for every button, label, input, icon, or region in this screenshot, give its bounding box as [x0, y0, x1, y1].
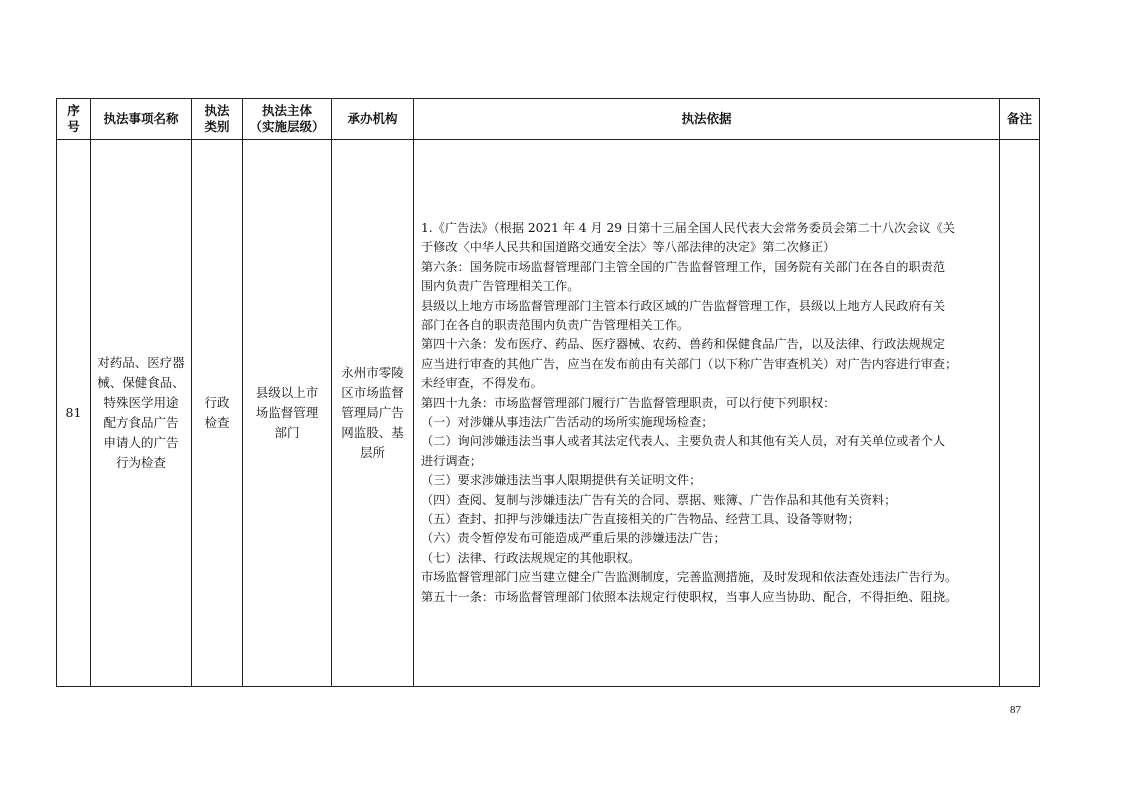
law-basis-line: 第四十六条：发布医疗、药品、医疗器械、农药、兽药和保健食品广告，以及法律、行政法规规定: [421, 337, 946, 352]
law-basis-line: （三）要求涉嫌违法当事人限期提供有关证明文件；: [421, 473, 702, 488]
law-basis-line: 第四十九条：市场监督管理部门履行广告监督管理职责，可以行使下列职权：: [421, 395, 836, 410]
cell-item-name-text: 对药品、医疗器 械、保健食品、 特殊医学用途 配方食品广告 申请人的广告 行为检查: [97, 355, 185, 470]
header-category: 执法 类别: [192, 99, 243, 140]
law-basis-line: 进行调查；: [421, 453, 482, 468]
law-basis-line: （六）责令暂停发布可能造成严重后果的涉嫌违法广告；: [421, 531, 726, 546]
header-subject: 执法主体 （实施层级）: [243, 99, 332, 140]
law-enforcement-table: [56, 98, 1040, 687]
cell-seq: 81: [57, 140, 91, 687]
header-seq: 序 号: [57, 99, 91, 140]
law-basis-line: （一）对涉嫌从事违法广告活动的场所实施现场检查；: [421, 415, 714, 429]
law-basis-line: 县级以上地方市场监督管理部门主管本行政区域的广告监督管理工作，县级以上地方人民政府有关: [421, 298, 946, 313]
law-basis-line: 第六条：国务院市场监督管理部门主管全国的广告监督管理工作，国务院有关部门在各自的职责范: [421, 259, 946, 274]
cell-category: 行政 检查: [192, 140, 243, 687]
table-row: [57, 140, 1040, 687]
header-agency: 承办机构: [332, 99, 414, 140]
law-basis-line: 于修改〈中华人民共和国道路交通安全法〉等八部法律的决定》第二次修正）: [421, 240, 836, 255]
cell-remarks: [1000, 140, 1040, 687]
law-basis-line: 部门在各自的职责范围内负责广告管理相关工作。: [421, 317, 690, 332]
law-basis-line: （二）询问涉嫌违法当事人或者其法定代表人、主要负责人和其他有关人员，对有关单位或者个人: [421, 434, 946, 449]
law-basis-line: 1.《广告法》（根据 2021 年 4 月 29 日第十三届全国人民代表大会常务委员会第二十八次会议《关: [421, 220, 955, 235]
header-row: [57, 99, 1040, 140]
law-basis-line: （七）法律、行政法规规定的其他职权。: [421, 550, 641, 565]
cell-subject: 县级以上市 场监督管理 部门: [243, 140, 332, 687]
header-basis: 执法依据: [414, 99, 1000, 140]
page-number: 87: [1010, 704, 1021, 716]
law-basis-line: 围内负责广告管理相关工作。: [421, 279, 580, 294]
cell-law-basis: [414, 140, 1000, 687]
law-basis-line: （五）查封、扣押与涉嫌违法广告直接相关的广告物品、经营工具、设备等财物；: [421, 512, 860, 527]
law-basis-line: 应当进行审查的其他广告，应当在发布前由有关部门（以下称广告审查机关）对广告内容进行审查；: [421, 356, 958, 371]
header-remarks: 备注: [1000, 99, 1040, 140]
header-item-name: 执法事项名称: [91, 99, 192, 140]
law-basis-line: 第五十一条：市场监督管理部门依照本法规定行使职权，当事人应当协助、配合，不得拒绝、阻挠。: [421, 589, 958, 604]
cell-agency: 永州市零陵 区市场监督 管理局广告 网监股、基 层所: [332, 140, 414, 687]
law-basis-line: 市场监督管理部门应当建立健全广告监测制度，完善监测措施，及时发现和依法查处违法广告行为。: [421, 570, 958, 585]
law-basis-line: （四）查阅、复制与涉嫌违法广告有关的合同、票据、账簿、广告作品和其他有关资料；: [421, 492, 897, 507]
cell-item-name: [91, 140, 192, 687]
law-basis-line: 未经审查，不得发布。: [421, 376, 543, 391]
